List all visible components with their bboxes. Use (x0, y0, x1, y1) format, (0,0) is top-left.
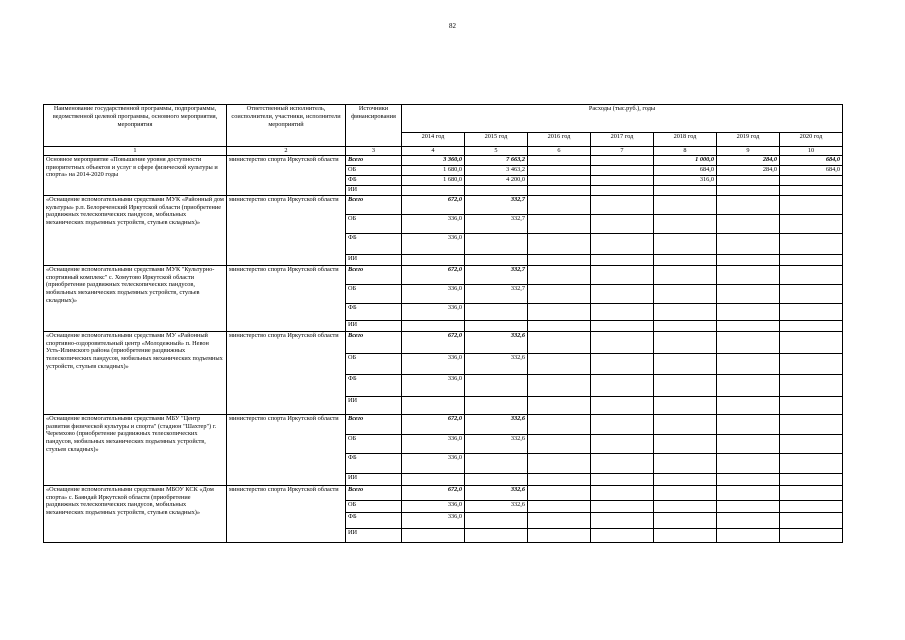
expense-value (591, 175, 654, 185)
expense-value (591, 303, 654, 320)
expense-value (717, 528, 780, 542)
expense-value (780, 185, 843, 195)
expense-value (402, 320, 465, 331)
expense-value (654, 214, 717, 233)
expense-value (780, 265, 843, 284)
expense-value (528, 396, 591, 414)
expense-value (528, 528, 591, 542)
expense-value (717, 175, 780, 185)
expense-value (717, 185, 780, 195)
expense-value (528, 500, 591, 512)
expense-value (717, 284, 780, 303)
expense-value (717, 512, 780, 528)
expense-value (780, 331, 843, 353)
expense-value: 336,0 (402, 303, 465, 320)
expense-value (528, 195, 591, 214)
expense-value (402, 185, 465, 195)
expense-value: 672,0 (402, 265, 465, 284)
expense-value (654, 353, 717, 374)
expense-value (654, 284, 717, 303)
expense-value (591, 265, 654, 284)
responsible-executor: министерство спорта Иркутской области (227, 414, 346, 485)
expense-value (591, 214, 654, 233)
column-index: 6 (528, 147, 591, 156)
expense-value: 336,0 (402, 284, 465, 303)
expense-value (654, 195, 717, 214)
expense-value (591, 500, 654, 512)
expense-value (528, 284, 591, 303)
event-name: «Оснащение вспомогательными средствами МБОУ КСК «Дом спорта» с. Баяндай Иркутской области (приобретение раздвижных телескопических пандусов, мобильных механических подъемных устройств, стульев складных)» (44, 485, 227, 542)
expense-value (717, 453, 780, 473)
funding-source: ФБ (346, 233, 402, 254)
expense-value (528, 414, 591, 434)
expense-value: 332,6 (465, 500, 528, 512)
expense-value (717, 353, 780, 374)
expense-value: 1 680,0 (402, 175, 465, 185)
expense-value: 332,6 (465, 485, 528, 500)
table-row (44, 331, 843, 353)
event-name: «Оснащение вспомогательными средствами МУ «Районный спортивно-оздоровительный центр «Молодежный» п. Невон Усть-Илимского района (приобретение раздвижных телескопических пандусов, мобильных механических подъемных устройств, стульев складных)» (44, 331, 227, 414)
expense-value (591, 320, 654, 331)
expense-value (780, 233, 843, 254)
expense-value (465, 185, 528, 195)
expense-value (402, 528, 465, 542)
funding-source: ОБ (346, 434, 402, 453)
column-index: 1 (44, 147, 227, 156)
expense-value (717, 254, 780, 265)
funding-source: ФБ (346, 175, 402, 185)
expense-value (780, 500, 843, 512)
column-index: 3 (346, 147, 402, 156)
expense-value (717, 233, 780, 254)
table-row (44, 265, 843, 284)
expense-value: 336,0 (402, 214, 465, 233)
expense-value (654, 233, 717, 254)
header-year: 2015 год (465, 133, 528, 147)
expense-value (528, 303, 591, 320)
funding-source: Всего (346, 265, 402, 284)
expense-value (654, 331, 717, 353)
expense-value (591, 414, 654, 434)
expense-value (465, 320, 528, 331)
expense-value (591, 528, 654, 542)
expense-value (591, 284, 654, 303)
expense-value: 336,0 (402, 453, 465, 473)
expense-value (528, 254, 591, 265)
expense-value (717, 473, 780, 485)
expense-value (654, 528, 717, 542)
expense-value: 684,0 (780, 155, 843, 165)
funding-source: ОБ (346, 165, 402, 175)
funding-source: ИИ (346, 528, 402, 542)
expense-value (654, 453, 717, 473)
event-name: «Оснащение вспомогательными средствами МБУ "Центр развития физической культуры и спорта" (стадион "Шахтер") г. Черемхово (приобретение раздвижных телескопических пандусов, мобильных механических подъемных устройств, стульев складных)» (44, 414, 227, 485)
header-source: Источники финансирования (346, 105, 402, 147)
expense-value (465, 528, 528, 542)
expense-value (528, 374, 591, 396)
expense-value (591, 434, 654, 453)
funding-source: ИИ (346, 473, 402, 485)
expense-value: 336,0 (402, 353, 465, 374)
expense-value: 332,6 (465, 353, 528, 374)
expense-value (591, 155, 654, 165)
header-year: 2014 год (402, 133, 465, 147)
expense-value (591, 185, 654, 195)
header-name: Наименование государственной программы, подпрограммы, ведомственной целевой программы, основного мероприятия, мероприятия (44, 105, 227, 147)
expense-value: 336,0 (402, 233, 465, 254)
expense-value (780, 485, 843, 500)
funding-source: ФБ (346, 512, 402, 528)
expense-value (465, 374, 528, 396)
expense-value (465, 473, 528, 485)
expense-value: 336,0 (402, 434, 465, 453)
funding-source: ОБ (346, 214, 402, 233)
expense-value (528, 512, 591, 528)
expense-value: 3 360,0 (402, 155, 465, 165)
expense-value (654, 396, 717, 414)
funding-source: ФБ (346, 453, 402, 473)
expense-value: 336,0 (402, 512, 465, 528)
expense-value (591, 485, 654, 500)
expense-value: 336,0 (402, 374, 465, 396)
expense-value (402, 254, 465, 265)
expense-value (654, 500, 717, 512)
expense-value (654, 374, 717, 396)
column-index: 4 (402, 147, 465, 156)
event-name: «Оснащение вспомогательными средствами МУК «Районный дом культуры» р.п. Белореченский Иркутской области (приобретение раздвижных телескопических пандусов, мобильных механических подъемных устройств, стульев складных)» (44, 195, 227, 265)
expense-value (528, 473, 591, 485)
expense-value (465, 254, 528, 265)
funding-source: ИИ (346, 254, 402, 265)
funding-source: ИИ (346, 185, 402, 195)
expense-value (528, 214, 591, 233)
expense-value: 672,0 (402, 331, 465, 353)
expense-value: 332,6 (465, 434, 528, 453)
expense-value (528, 233, 591, 254)
expense-value (465, 396, 528, 414)
expense-value: 332,6 (465, 414, 528, 434)
expense-value (591, 453, 654, 473)
expense-value (717, 396, 780, 414)
funding-source: Всего (346, 155, 402, 165)
expense-value (591, 396, 654, 414)
expense-value (654, 512, 717, 528)
expense-value (717, 214, 780, 233)
expense-value (591, 195, 654, 214)
expense-value (654, 434, 717, 453)
expense-value (780, 528, 843, 542)
expense-value (465, 303, 528, 320)
expense-value (591, 473, 654, 485)
expense-value: 332,7 (465, 265, 528, 284)
funding-source: ИИ (346, 396, 402, 414)
column-index: 7 (591, 147, 654, 156)
expense-value (717, 434, 780, 453)
expense-value (465, 512, 528, 528)
expense-value (717, 195, 780, 214)
expense-value (528, 175, 591, 185)
page-number: 82 (449, 22, 456, 30)
expense-value (780, 473, 843, 485)
expense-value (717, 320, 780, 331)
expense-value (654, 320, 717, 331)
expense-value: 4 200,0 (465, 175, 528, 185)
expense-value: 672,0 (402, 414, 465, 434)
expense-value (780, 254, 843, 265)
expense-value (402, 473, 465, 485)
expense-value (654, 254, 717, 265)
expense-value (780, 303, 843, 320)
expense-value: 672,0 (402, 485, 465, 500)
expense-value (654, 485, 717, 500)
event-name: «Оснащение вспомогательными средствами МУК "Культурно-спортивный комплекс" с. Хомутово Иркутской области (приобретение раздвижных телескопических пандусов, мобильных механических подъемных устройств, стульев складных)» (44, 265, 227, 331)
funding-source: Всего (346, 485, 402, 500)
responsible-executor: министерство спорта Иркутской области (227, 485, 346, 542)
table-row (44, 414, 843, 434)
expense-value (654, 265, 717, 284)
expense-value (591, 165, 654, 175)
expense-value (780, 512, 843, 528)
expense-value (591, 233, 654, 254)
funding-source: Всего (346, 195, 402, 214)
table-row (44, 155, 843, 165)
funding-source: ОБ (346, 500, 402, 512)
expense-value (780, 434, 843, 453)
header-year: 2020 год (780, 133, 843, 147)
expense-value (780, 414, 843, 434)
expense-value (591, 512, 654, 528)
expense-value (528, 453, 591, 473)
expense-value (528, 185, 591, 195)
expense-value (528, 331, 591, 353)
expense-value: 284,0 (717, 155, 780, 165)
expense-value (465, 453, 528, 473)
table-body (44, 155, 843, 542)
funding-source: ОБ (346, 284, 402, 303)
column-index: 5 (465, 147, 528, 156)
funding-source: ФБ (346, 374, 402, 396)
expense-value: 672,0 (402, 195, 465, 214)
expense-value: 7 663,2 (465, 155, 528, 165)
column-index: 8 (654, 147, 717, 156)
header-year: 2017 год (591, 133, 654, 147)
expense-value: 316,0 (654, 175, 717, 185)
expense-value (591, 353, 654, 374)
expense-value (402, 396, 465, 414)
expense-value (717, 265, 780, 284)
expense-value: 1 680,0 (402, 165, 465, 175)
expense-value: 684,0 (780, 165, 843, 175)
funding-source: ИИ (346, 320, 402, 331)
expense-value (528, 165, 591, 175)
expense-value: 1 000,0 (654, 155, 717, 165)
funding-source: ОБ (346, 353, 402, 374)
funding-source: Всего (346, 331, 402, 353)
table-row (44, 485, 843, 500)
expense-value (591, 254, 654, 265)
expenses-table (43, 104, 843, 543)
expense-value (780, 320, 843, 331)
expense-value (717, 414, 780, 434)
column-index: 2 (227, 147, 346, 156)
expense-value (654, 473, 717, 485)
header-expenses: Расходы (тыс.руб.), годы (402, 105, 843, 133)
expense-value (528, 353, 591, 374)
expense-value: 336,0 (402, 500, 465, 512)
header-year: 2018 год (654, 133, 717, 147)
expense-value (528, 320, 591, 331)
expense-value: 3 463,2 (465, 165, 528, 175)
header-responsible: Ответственный исполнитель, соисполнители, участники, исполнители мероприятий (227, 105, 346, 147)
expense-value (528, 434, 591, 453)
expense-value: 332,7 (465, 195, 528, 214)
header-year: 2019 год (717, 133, 780, 147)
event-name: Основное мероприятие «Повышение уровня доступности приоритетных объектов и услуг в сфере физической культуры и спорта» на 2014-2020 годы (44, 155, 227, 195)
expense-value (780, 374, 843, 396)
expense-value (654, 185, 717, 195)
expense-value (465, 233, 528, 254)
expense-value (780, 175, 843, 185)
expense-value (717, 500, 780, 512)
responsible-executor: министерство спорта Иркутской области (227, 331, 346, 414)
expense-value (717, 303, 780, 320)
responsible-executor: министерство спорта Иркутской области (227, 155, 346, 195)
header-year: 2016 год (528, 133, 591, 147)
expense-value (717, 374, 780, 396)
column-index: 9 (717, 147, 780, 156)
expense-value (780, 214, 843, 233)
responsible-executor: министерство спорта Иркутской области (227, 195, 346, 265)
expense-value (654, 303, 717, 320)
expense-value (780, 453, 843, 473)
table-row (44, 195, 843, 214)
expense-value (528, 155, 591, 165)
expense-value (528, 265, 591, 284)
expense-value (780, 396, 843, 414)
expense-value: 332,6 (465, 331, 528, 353)
expense-value (654, 414, 717, 434)
expense-value (780, 195, 843, 214)
expense-value (780, 284, 843, 303)
expense-value: 332,7 (465, 284, 528, 303)
funding-source: Всего (346, 414, 402, 434)
expense-value (717, 331, 780, 353)
expense-value (780, 353, 843, 374)
expense-value (528, 485, 591, 500)
expense-value: 684,0 (654, 165, 717, 175)
column-index: 10 (780, 147, 843, 156)
expense-value: 284,0 (717, 165, 780, 175)
funding-source: ФБ (346, 303, 402, 320)
responsible-executor: министерство спорта Иркутской области (227, 265, 346, 331)
expense-value (591, 374, 654, 396)
expense-value (717, 485, 780, 500)
expense-value (591, 331, 654, 353)
expense-value: 332,7 (465, 214, 528, 233)
